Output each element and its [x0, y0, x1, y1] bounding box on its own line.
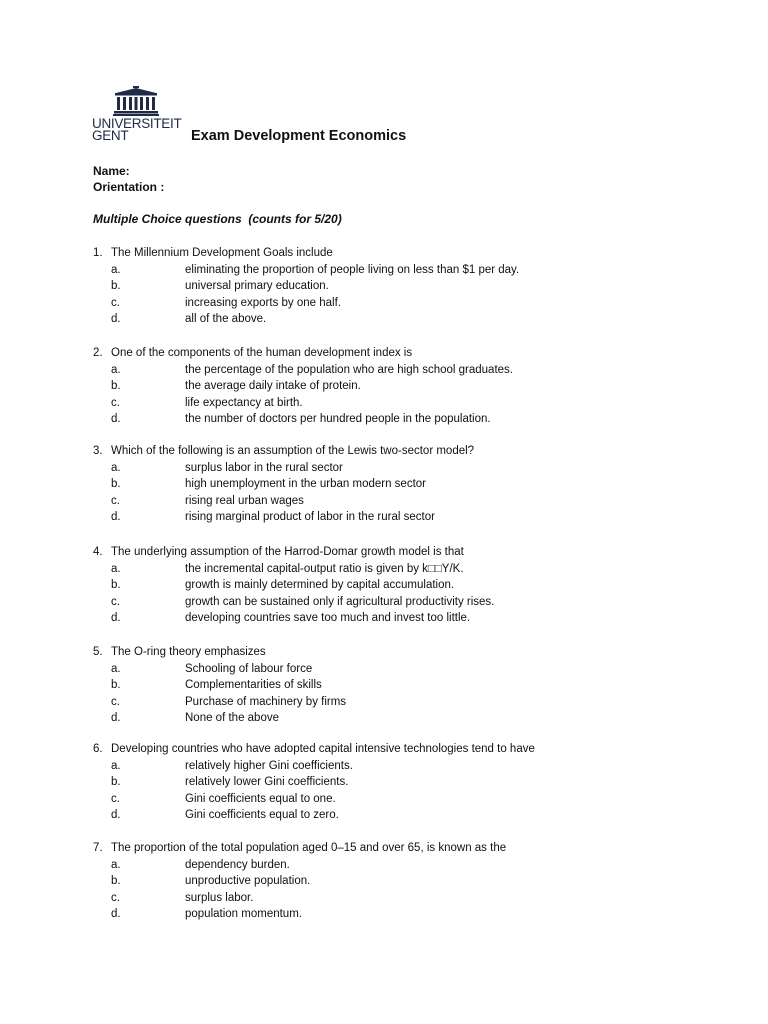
- question-stem: [93, 544, 713, 561]
- option-letter: a.: [111, 562, 121, 575]
- answer-option: [93, 278, 713, 295]
- question-stem: [93, 840, 713, 857]
- option-text: all of the above.: [185, 313, 267, 325]
- answer-option: [93, 311, 713, 328]
- option-text: the percentage of the population who are high school graduates.: [185, 363, 513, 376]
- option-text: growth is mainly determined by capital accumulation.: [185, 579, 455, 591]
- question-stem: [93, 345, 713, 362]
- question-number: 3.: [93, 445, 103, 457]
- question-text: Developing countries who have adopted capital intensive technologies tend to have: [111, 743, 535, 755]
- option-text: developing countries save too much and invest too little.: [185, 612, 471, 624]
- question-4: [93, 544, 713, 627]
- option-text: high unemployment in the urban modern sector: [185, 478, 427, 490]
- question-stem: [93, 443, 713, 460]
- answer-option: [93, 262, 713, 279]
- orientation-label: Orientation :: [93, 180, 165, 194]
- answer-option: [93, 610, 713, 627]
- option-letter: b.: [111, 478, 121, 490]
- answer-option: [93, 710, 713, 727]
- logo-text-gent: GENT: [92, 128, 129, 143]
- option-letter: b.: [111, 380, 121, 392]
- option-letter: c.: [111, 695, 120, 708]
- question-1: [93, 245, 713, 328]
- question-text: Which of the following is an assumption of the Lewis two-sector model?: [111, 445, 475, 457]
- option-text: the average daily intake of protein.: [185, 380, 361, 392]
- question-number: 5.: [93, 646, 103, 658]
- question-2: [93, 345, 713, 428]
- option-letter: a.: [111, 461, 121, 474]
- question-text: One of the components of the human development index is: [111, 347, 413, 359]
- answer-option: [93, 807, 713, 824]
- answer-option: [93, 509, 713, 526]
- question-text: The underlying assumption of the Harrod-Domar growth model is that: [111, 546, 464, 558]
- answer-option: [93, 378, 713, 395]
- option-text: growth can be sustained only if agricultural productivity rises.: [185, 595, 495, 608]
- option-text: dependency burden.: [185, 858, 290, 871]
- option-letter: a.: [111, 759, 121, 772]
- option-letter: d.: [111, 313, 121, 325]
- question-number: 1.: [93, 247, 103, 259]
- question-text: The Millennium Development Goals include: [111, 247, 333, 259]
- answer-option: [93, 873, 713, 890]
- option-letter: b.: [111, 679, 121, 691]
- question-7: [93, 840, 713, 923]
- question-text: The proportion of the total population aged 0–15 and over 65, is known as the: [111, 842, 507, 854]
- option-text: Schooling of labour force: [185, 662, 313, 675]
- university-building-icon: [113, 86, 159, 116]
- option-text: population momentum.: [185, 908, 302, 920]
- option-text: relatively higher Gini coefficients.: [185, 759, 353, 772]
- answer-option: [93, 395, 713, 412]
- answer-option: [93, 561, 713, 578]
- question-stem: [93, 741, 713, 758]
- answer-option: [93, 890, 713, 907]
- option-text: universal primary education.: [185, 280, 329, 292]
- question-number: 7.: [93, 842, 103, 854]
- option-letter: c.: [111, 396, 120, 409]
- answer-option: [93, 295, 713, 312]
- option-text: surplus labor.: [185, 891, 254, 904]
- answer-option: [93, 677, 713, 694]
- answer-option: [93, 694, 713, 711]
- option-text: eliminating the proportion of people living on less than $1 per day.: [185, 263, 520, 276]
- option-letter: c.: [111, 494, 120, 507]
- option-letter: a.: [111, 662, 121, 675]
- option-letter: d.: [111, 612, 121, 624]
- option-letter: c.: [111, 296, 120, 309]
- question-5: [93, 644, 713, 727]
- answer-option: [93, 661, 713, 678]
- answer-option: [93, 577, 713, 594]
- option-letter: d.: [111, 712, 121, 724]
- answer-option: [93, 362, 713, 379]
- section-title: Multiple Choice questions (counts for 5/20): [93, 212, 342, 226]
- question-3: [93, 443, 713, 526]
- answer-option: [93, 791, 713, 808]
- option-letter: a.: [111, 858, 121, 871]
- option-text: life expectancy at birth.: [185, 396, 303, 409]
- question-6: [93, 741, 713, 824]
- option-text: increasing exports by one half.: [185, 296, 341, 309]
- option-letter: c.: [111, 891, 120, 904]
- option-text: the incremental capital-output ratio is given by k□□Y/K.: [185, 562, 464, 575]
- option-text: the number of doctors per hundred people in the population.: [185, 413, 491, 425]
- name-label: Name:: [93, 164, 130, 178]
- option-text: Purchase of machinery by firms: [185, 695, 347, 708]
- answer-option: [93, 476, 713, 493]
- option-letter: c.: [111, 595, 120, 608]
- option-text: rising marginal product of labor in the rural sector: [185, 511, 435, 523]
- answer-option: [93, 594, 713, 611]
- answer-option: [93, 758, 713, 775]
- answer-option: [93, 774, 713, 791]
- answer-option: [93, 460, 713, 477]
- option-text: surplus labor in the rural sector: [185, 461, 343, 474]
- answer-option: [93, 493, 713, 510]
- option-letter: a.: [111, 363, 121, 376]
- question-text: The O-ring theory emphasizes: [111, 646, 266, 658]
- option-letter: d.: [111, 809, 121, 821]
- answer-option: [93, 411, 713, 428]
- question-number: 4.: [93, 546, 103, 558]
- option-text: rising real urban wages: [185, 494, 304, 507]
- option-letter: d.: [111, 413, 121, 425]
- logo-text-universiteit: UNIVERSITEIT: [92, 116, 182, 131]
- question-number: 2.: [93, 347, 103, 359]
- option-letter: b.: [111, 280, 121, 292]
- option-letter: c.: [111, 792, 120, 805]
- option-letter: b.: [111, 579, 121, 591]
- answer-option: [93, 857, 713, 874]
- question-stem: [93, 644, 713, 661]
- option-text: None of the above: [185, 712, 279, 724]
- option-text: unproductive population.: [185, 875, 311, 887]
- exam-title: Exam Development Economics: [191, 128, 407, 144]
- option-text: relatively lower Gini coefficients.: [185, 776, 349, 788]
- option-text: Gini coefficients equal to zero.: [185, 809, 339, 821]
- option-letter: b.: [111, 776, 121, 788]
- university-logo: [92, 86, 184, 146]
- question-number: 6.: [93, 743, 103, 755]
- option-text: Gini coefficients equal to one.: [185, 792, 336, 805]
- answer-option: [93, 906, 713, 923]
- question-stem: [93, 245, 713, 262]
- option-text: Complementarities of skills: [185, 679, 322, 691]
- option-letter: b.: [111, 875, 121, 887]
- option-letter: d.: [111, 511, 121, 523]
- option-letter: d.: [111, 908, 121, 920]
- option-letter: a.: [111, 263, 121, 276]
